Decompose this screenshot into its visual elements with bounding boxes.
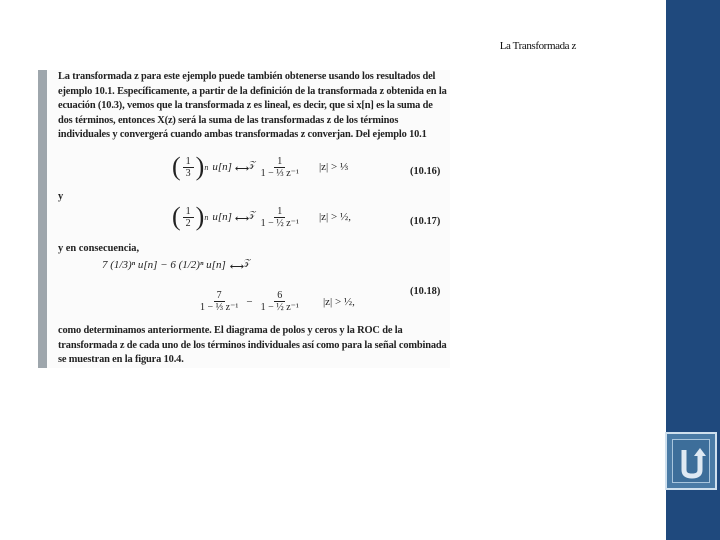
- paragraph-intro: La transformada z para este ejemplo puede también obtenerse usando los resultados del ejemplo 10.1. Específicamente, a partir de la definición de la transformada z obtenida en la ecuación (10.3), vemos que la transformada z es lineal, es decir, que si x[n] es la suma de dos términos, entonces X(z) será la suma de las transformadas z de los términos individuales y convergerá cuando ambas transformadas z converjan. Del ejemplo 10.1: [58, 71, 447, 141]
- eq2-base: $\frac{1}{2}$: [183, 206, 194, 229]
- paragraph-conclusion: como determinamos anteriormente. El diagrama de polos y ceros y la ROC de la transformada z de cada uno de los términos individuales así como para la señal combinada se muestran en la figura 10.4.: [58, 325, 447, 366]
- z-arrow: ⟷$^𝒵$: [234, 159, 256, 175]
- return-arrow-icon: [673, 440, 711, 484]
- scanned-page: [38, 70, 450, 368]
- equation-number: (10.17): [410, 216, 441, 227]
- equation-10-16: ( $\frac{1}{3}$ ) n u[n] ⟷$^𝒵$ $\frac{1}{\text{1 − ⅓ z⁻¹}}$ |z| > ⅓: [172, 152, 349, 181]
- equation-number: (10.16): [410, 166, 441, 177]
- equation-number: (10.18): [410, 286, 441, 297]
- eq3-term1: $\frac{7}{\text{1 − ⅓ z⁻¹}}$: [200, 290, 239, 313]
- eq2-transform: $\frac{1}{\text{1 − ½ z⁻¹}}$: [260, 205, 299, 229]
- connector-en-consecuencia: y en consecuencia,: [58, 243, 140, 254]
- back-button[interactable]: [665, 432, 717, 490]
- eq1-base: $\frac{1}{3}$: [183, 156, 194, 179]
- z-arrow: ⟷$^𝒵$: [234, 209, 256, 225]
- scan-edge: [38, 70, 47, 368]
- equation-10-18-rhs: $\frac{7}{\text{1 − ⅓ z⁻¹}}$ − $\frac{6}{\text{1 − ½ z⁻¹}}$ |z| > ½,: [200, 290, 355, 313]
- eq1-transform: $\frac{1}{\text{1 − ⅓ z⁻¹}}$: [260, 155, 299, 179]
- slide-title: La Transformada z: [499, 40, 576, 52]
- connector-y: y: [58, 191, 64, 202]
- equation-10-18-lhs: 7 (1/3)ⁿ u[n] − 6 (1/2)ⁿ u[n] ⟷$^𝒵$: [102, 258, 251, 273]
- equation-10-17: ( $\frac{1}{2}$ ) n u[n] ⟷$^𝒵$ $\frac{1}{\text{1 − ½ z⁻¹}}$ |z| > ½,: [172, 202, 351, 231]
- z-arrow: ⟷$^𝒵$: [229, 258, 251, 273]
- eq3-term2: $\frac{6}{\text{1 − ½ z⁻¹}}$: [260, 290, 299, 313]
